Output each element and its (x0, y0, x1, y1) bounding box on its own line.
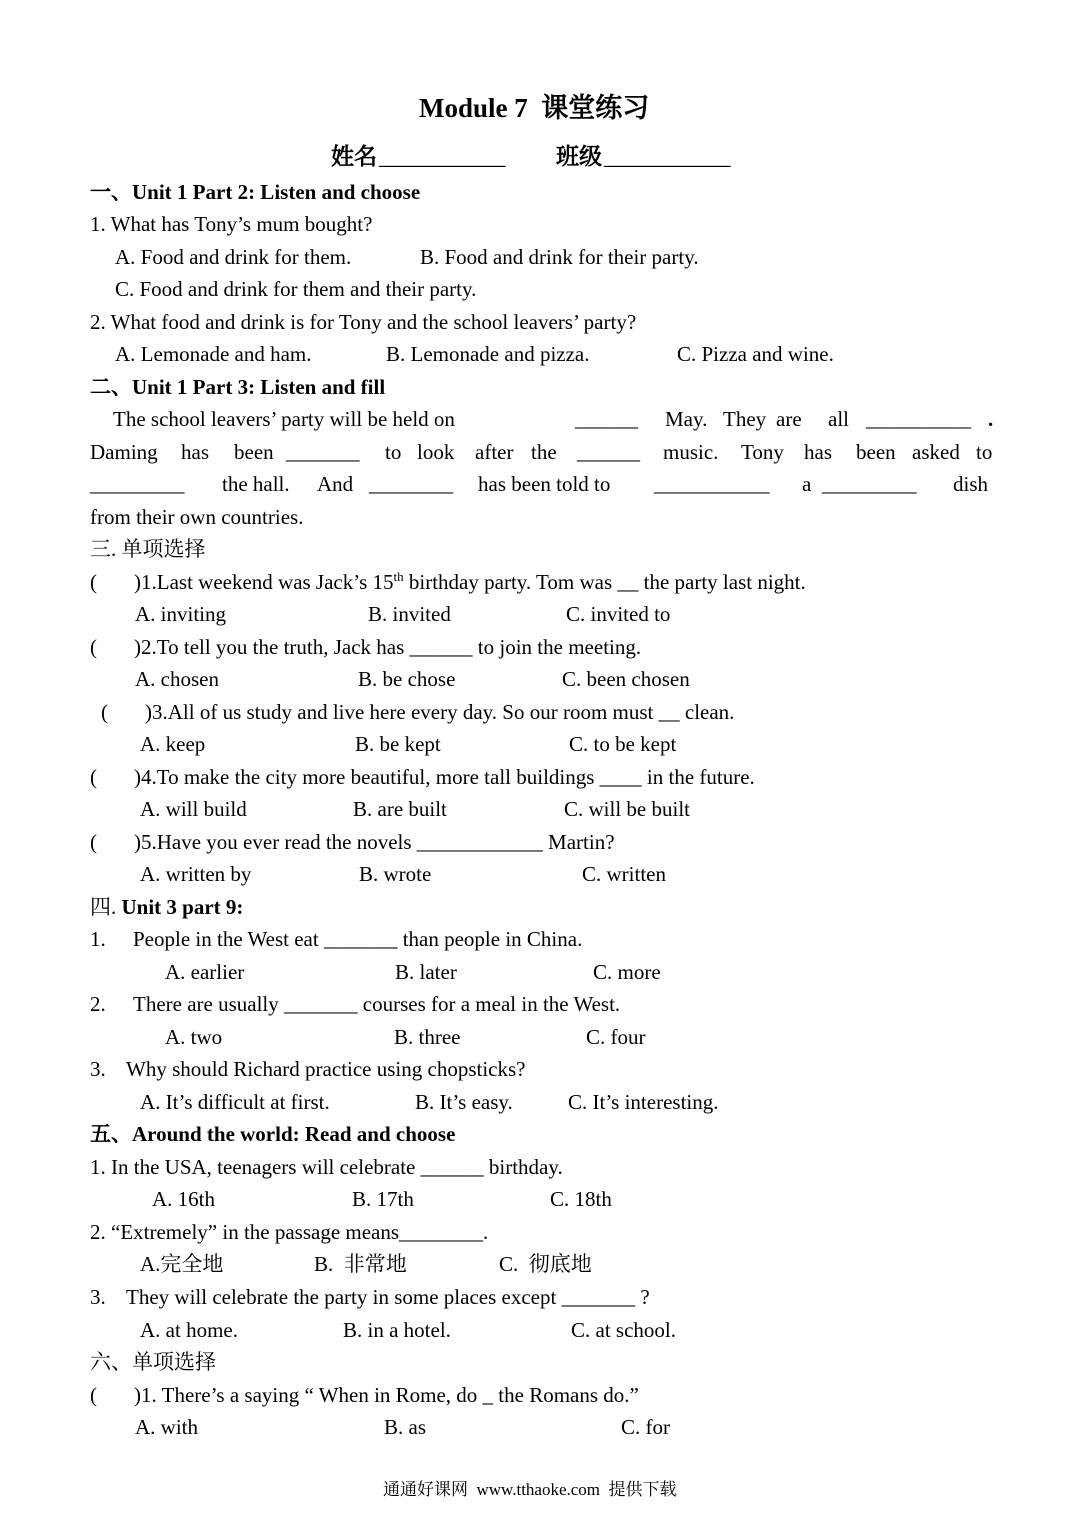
section-2-title: Unit 1 Part 3: Listen and fill (132, 375, 386, 399)
s5-q1-option-a: A. 16th (152, 1187, 215, 1211)
s6-q1-option-b: B. as (384, 1415, 426, 1439)
section-4-number: 四. (90, 895, 122, 919)
s3-q1-text-post: birthday party. Tom was __ the party last night. (403, 570, 806, 594)
s1-question-1: 1. What has Tony’s mum bought? (90, 212, 373, 236)
s2-l2-w6: after (475, 440, 514, 464)
s3-question-5: )5.Have you ever read the novels ____________ Martin? (134, 830, 615, 854)
s3-q1-option-a: A. inviting (135, 602, 227, 626)
s2-blank-hall[interactable]: _________ (90, 472, 185, 496)
s1-q2-option-c: C. Pizza and wine. (677, 342, 834, 366)
s5-q3-option-b: B. in a hotel. (343, 1318, 451, 1342)
section-2-heading (90, 374, 385, 400)
s4-q1-option-c: C. more (593, 960, 661, 984)
s3-q1-paren: ( (90, 570, 97, 594)
s2-blank-music[interactable]: ______ (577, 440, 640, 464)
s2-line-1-word-all: all (828, 407, 849, 431)
s2-l2-w9: music. (663, 440, 719, 464)
s6-question-1: )1. There’s a saying “ When in Rome, do _ the Romans do.” (134, 1383, 639, 1407)
s3-q1-superscript: th (393, 569, 404, 584)
s3-q2-paren: ( (90, 635, 97, 659)
page-title: Module 7 课堂练习 (419, 93, 650, 123)
name-label: 姓名 (331, 144, 377, 169)
s4-q3-option-b: B. It’s easy. (415, 1090, 513, 1114)
s3-question-2: )2.To tell you the truth, Jack has ______ to join the meeting. (134, 635, 642, 659)
s3-q1-option-c: C. invited to (566, 602, 671, 626)
s3-q5-option-b: B. wrote (359, 862, 432, 886)
s3-q2-option-b: B. be chose (358, 667, 456, 691)
s5-question-2: 2. “Extremely” in the passage means________. (90, 1220, 489, 1244)
s4-q3-option-a: A. It’s difficult at first. (140, 1090, 330, 1114)
s5-q3-option-c: C. at school. (571, 1318, 676, 1342)
s5-q3-number: 3. (90, 1285, 106, 1309)
section-1-number: 一、 (90, 180, 132, 204)
s2-line-4: from their own countries. (90, 505, 304, 529)
s2-blank-date[interactable]: ______ (575, 407, 638, 431)
s2-l2-w7: the (531, 440, 557, 464)
s4-q2-option-a: A. two (165, 1025, 223, 1049)
s2-line-1-word-are: are (776, 407, 802, 431)
s5-q2-option-c: C. 彻底地 (499, 1252, 592, 1276)
section-5-title: Around the world: Read and choose (132, 1122, 456, 1146)
section-2-number: 二、 (90, 375, 132, 399)
s5-q3-option-a: A. at home. (140, 1318, 238, 1342)
s3-q4-option-c: C. will be built (564, 797, 690, 821)
section-1-heading (90, 179, 420, 205)
s2-l3-w8: dish (953, 472, 989, 496)
section-4-title: Unit 3 part 9: (121, 895, 244, 919)
s4-q1-option-a: A. earlier (165, 960, 245, 984)
s2-l2-w0: Daming (90, 440, 158, 464)
section-4-heading (90, 894, 243, 920)
s1-question-2: 2. What food and drink is for Tony and the school leavers’ party? (90, 310, 637, 334)
s3-q2-option-a: A. chosen (135, 667, 219, 691)
s4-question-1: People in the West eat _______ than people in China. (133, 927, 583, 951)
s2-l3-w6: a (802, 472, 812, 496)
s3-q5-paren: ( (90, 830, 97, 854)
s3-question-3: )3.All of us study and live here every day. So our room must __ clean. (145, 700, 735, 724)
s2-l2-w5: look (417, 440, 455, 464)
s3-q4-option-a: A. will build (140, 797, 247, 821)
s4-question-3: Why should Richard practice using chopsticks? (126, 1057, 526, 1081)
name-blank: ___________ (379, 144, 506, 169)
s2-l3-w4: has been told to (478, 472, 611, 496)
s3-q3-option-a: A. keep (140, 732, 206, 756)
s2-l3-w1: the hall. (222, 472, 290, 496)
s4-q3-number: 3. (90, 1057, 106, 1081)
section-1-title: Unit 1 Part 2: Listen and choose (132, 180, 421, 204)
s3-q3-option-b: B. be kept (355, 732, 441, 756)
s6-q1-option-c: C. for (621, 1415, 670, 1439)
s2-blank-and[interactable]: ________ (369, 472, 453, 496)
s5-q1-option-c: C. 18th (550, 1187, 612, 1211)
s1-q2-option-a: A. Lemonade and ham. (115, 342, 312, 366)
s2-l2-w12: been (856, 440, 896, 464)
s6-q1-option-a: A. with (135, 1415, 198, 1439)
s3-q3-paren: ( (101, 700, 108, 724)
s2-line-1-part-1: The school leavers’ party will be held on (113, 407, 455, 431)
s2-blank-been[interactable]: _______ (286, 440, 360, 464)
s2-line-1-word-may: May. (665, 407, 708, 431)
s2-blank-told[interactable]: ___________ (654, 472, 770, 496)
section-6-heading: 六、单项选择 (90, 1350, 216, 1374)
s2-l2-w2: been (234, 440, 274, 464)
s2-l3-w2: And (317, 472, 354, 496)
s4-q2-number: 2. (90, 992, 106, 1016)
s3-q1-option-b: B. invited (368, 602, 451, 626)
section-3-heading: 三. 单项选择 (90, 537, 206, 561)
s1-q1-option-b: B. Food and drink for their party. (420, 245, 699, 269)
s2-l2-w4: to (385, 440, 402, 464)
s2-l2-w11: has (804, 440, 832, 464)
s3-q4-paren: ( (90, 765, 97, 789)
s4-q3-option-c: C. It’s interesting. (568, 1090, 719, 1114)
s2-l2-w14: to (976, 440, 993, 464)
s2-line-1-word-they: They (723, 407, 767, 431)
s2-blank-dish[interactable]: _________ (822, 472, 917, 496)
s3-question-1 (134, 569, 806, 595)
s5-q2-option-b: B. 非常地 (314, 1252, 407, 1276)
s3-q2-option-c: C. been chosen (562, 667, 690, 691)
s3-q5-option-a: A. written by (140, 862, 252, 886)
s4-q2-option-b: B. three (394, 1025, 461, 1049)
s3-question-4: )4.To make the city more beautiful, more tall buildings ____ in the future. (134, 765, 755, 789)
s3-q4-option-b: B. are built (353, 797, 447, 821)
s4-q1-option-b: B. later (395, 960, 457, 984)
class-label: 班级 (556, 144, 602, 169)
s6-q1-paren: ( (90, 1383, 97, 1407)
s3-q3-option-c: C. to be kept (569, 732, 677, 756)
s1-q2-option-b: B. Lemonade and pizza. (386, 342, 590, 366)
s2-l2-w1: has (181, 440, 209, 464)
s4-q1-number: 1. (90, 927, 106, 951)
s5-question-1: 1. In the USA, teenagers will celebrate ______ birthday. (90, 1155, 563, 1179)
s5-q2-option-a: A.完全地 (140, 1252, 224, 1276)
s2-l2-w10: Tony (741, 440, 784, 464)
s5-question-3: They will celebrate the party in some places except _______ ? (126, 1285, 650, 1309)
section-5-heading (90, 1121, 455, 1147)
s2-blank-all[interactable]: __________ (866, 407, 971, 431)
class-blank: ___________ (604, 144, 731, 169)
s3-q1-text-pre: )1.Last weekend was Jack’s 15 (134, 570, 394, 594)
s3-q5-option-c: C. written (582, 862, 666, 886)
s4-q2-option-c: C. four (586, 1025, 646, 1049)
s1-q1-option-a: A. Food and drink for them. (115, 245, 352, 269)
s1-q1-option-c: C. Food and drink for them and their party. (115, 277, 477, 301)
s2-line-1-period: . (988, 407, 994, 431)
s4-question-2: There are usually _______ courses for a meal in the West. (133, 992, 621, 1016)
s2-l2-w13: asked (912, 440, 960, 464)
page-footer: 通通好课网 www.tthaoke.com 提供下载 (383, 1480, 677, 1499)
s5-q1-option-b: B. 17th (352, 1187, 414, 1211)
section-5-number: 五、 (90, 1122, 132, 1146)
